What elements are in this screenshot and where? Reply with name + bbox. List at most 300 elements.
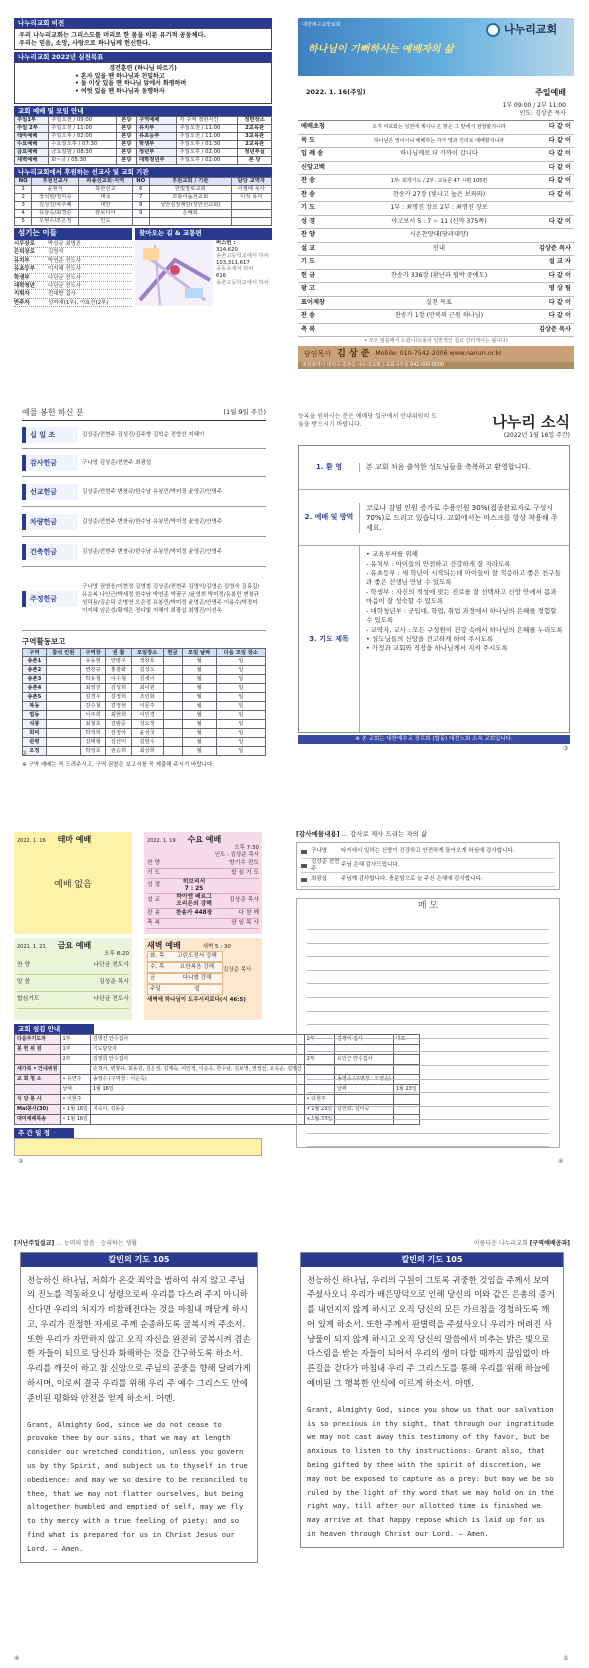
prayer-korean: 전능하신 하나님, 저희가 온갖 죄악을 범하여 쉬지 않고 주님의 진노를 격동하오니 성령으로써 우리를 다스려 주지 아니하신다면 우리의 처지가 비참해진다는 것을 마침내 깨닫게 하시고, 우리가 진정한 자세로 주께 순종하도록 굴복시켜 주소서. 또한 우리가 자만하지 않고 오직 자신을 완전히 굴복시켜 겸손한 자들이 되므로 당신과 화해하는 것을 간구하도록 하소서. 우리를 깨끗이 하고 참 신앙으로 주님의 공중을 향해 달려가게 하시며, 이로써 결국 우리를 위해 우리 주 예수 그리스도 안에 준비된 평화와 안전을 얻게 하소서. 아멘.: [27, 1274, 251, 1403]
offering-week: (1월 9일 주간): [223, 408, 266, 416]
dawn-topic: 고린도전서 강해: [177, 953, 217, 959]
order-item: 찬 송: [301, 177, 316, 185]
gift-sub: ... 감사로 제사 드리는 자의 삶: [341, 830, 428, 838]
gift-text: 타지에서 일하는 신랑이 건강하고 안전하게 돌아오게 하심에 감사합니다.: [341, 848, 515, 855]
order-content: 1부 : 최명진 장로 2부 : 최명진 장로: [390, 204, 488, 212]
order-of-service: [298, 120, 574, 337]
order-person: 다 같 이: [548, 177, 571, 185]
memo-line: [307, 1052, 549, 1066]
offering-list: [22, 421, 266, 631]
worship-cell: 본당: [116, 149, 136, 157]
mission-table: [14, 177, 272, 226]
order-row: [298, 135, 574, 149]
mission-cell: 태국: [79, 194, 132, 202]
dawn-day: 화, 목: [150, 953, 165, 959]
page-news: [298, 413, 570, 761]
address-bar: 대전광역시 대덕구 송촌동 나누리교회 | 교회사무실 042-000-0000: [298, 362, 574, 369]
fri-person: 김상준 목사: [99, 979, 129, 986]
worship-cell: 금요예배: [15, 149, 49, 157]
mission-head-cell: 후원교회 / 기관: [149, 178, 231, 186]
gift-row: [301, 845, 555, 859]
worship-cell: 주일오후 / 02:00: [177, 149, 238, 157]
wed-title: 수요 예배: [187, 835, 222, 844]
cell-cell: [163, 675, 182, 684]
staff-role: 유초등부: [14, 266, 35, 273]
pastor-label: 담임목사: [304, 349, 332, 358]
cell-cell: 박유철: [80, 675, 105, 684]
cell-cell: 송촌3: [23, 675, 47, 684]
cell-cell: 김성희: [106, 684, 131, 693]
news-item-key: 1. 환 영: [316, 463, 342, 472]
cell-cell: 일: [216, 720, 265, 729]
cover-banner: [298, 18, 574, 76]
worship-cell: 유초등부: [136, 133, 177, 141]
wed-row: [147, 879, 259, 894]
wed-time: 오후 7:30: [234, 845, 259, 851]
order-person: 다 같 이: [548, 163, 571, 171]
news-item: [299, 490, 569, 546]
cell-cell: [163, 684, 182, 693]
mission-head: [15, 178, 272, 186]
duty-cell: 날짜: [60, 1085, 90, 1095]
wed-person: 합 심 기 도: [231, 869, 259, 876]
duty-cell: 1부: [60, 1045, 90, 1055]
page-number: ④: [558, 1158, 564, 1165]
wed-row: [147, 869, 259, 879]
duty-cell: 송영수 (구역장 : 오영순): [335, 1075, 394, 1085]
goal-sub: 경건훈련 (하나님 따르기): [109, 65, 177, 72]
cell-cell: 이주희: [80, 711, 105, 720]
cell-cell: 성오정: [131, 720, 163, 729]
memo-line: [307, 1066, 549, 1080]
goal-header: 나누리교회 2022년 실천목표: [14, 52, 272, 62]
duty-cell: 다음주기도자: [15, 1035, 61, 1045]
worship-cell: 2교육관: [238, 141, 272, 149]
cover-slogan: 하나님이 기뻐하시는 예배자의 삶: [308, 44, 454, 55]
worship-row: [15, 125, 272, 133]
cell-cell: 복동: [23, 702, 47, 711]
cell-cell: [163, 657, 182, 666]
news-item: [299, 546, 569, 732]
duty-cell: 날짜: [335, 1085, 394, 1095]
cell-cell: 김경우: [80, 693, 105, 702]
cell-cell: [163, 729, 182, 738]
cell-cell: 최철호: [80, 720, 105, 729]
memo-line: [307, 1012, 549, 1026]
theme-body: 예배 없음: [54, 880, 92, 890]
cell-cell: 석봉: [23, 720, 47, 729]
cell-cell: 김선미: [106, 738, 131, 747]
duty-cell: 대표: [393, 1035, 419, 1045]
wed-item: 찬 송: [147, 909, 161, 916]
bus-line: 103,311,617: [216, 259, 250, 266]
staff-name: 나단균 전도사: [48, 282, 81, 289]
order-content: 야고보서 5 : 7 ~ 11 (신약 375쪽): [391, 217, 487, 225]
cell-cell: 최상희: [131, 747, 163, 756]
dawn-time: 새벽 5 : 30: [202, 944, 231, 950]
cell-cell: 유동현: [80, 657, 105, 666]
cell-cell: 최이원: [131, 684, 163, 693]
order-item: 찬 송: [301, 190, 316, 198]
order-person: 다 같 이: [548, 136, 571, 144]
gift-text: 주님 은혜 감사드립니다.: [341, 862, 400, 869]
worship-cell: 주일오후 / 02:00: [177, 157, 238, 165]
church-logo-icon: [486, 23, 500, 37]
wed-item: 찬 양: [147, 859, 161, 866]
cell-cell: [163, 666, 182, 675]
duty-cell: 김명진 안수집사: [90, 1035, 304, 1045]
news-box: [298, 445, 570, 733]
offering-row: [22, 449, 266, 477]
cell-cell: 일: [216, 738, 265, 747]
mission-cell: 모퉁이돌선교회: [149, 194, 231, 202]
cell-footnote: ※ 구역 예배는 꼭 드려주시고, 구역 권찰은 보고서를 꼭 제출해 주시기 바랍니다.: [22, 762, 215, 769]
memo-line: [307, 1134, 549, 1148]
cell-cell: [46, 720, 80, 729]
memo-line: [307, 1080, 549, 1094]
duty-cell: 식 당 봉 사: [15, 1095, 61, 1105]
cell-cell: [46, 666, 80, 675]
prayer-english: Grant, Almighty God, since you show us that our salvation is so precious in thy sight, that through our ingratitude we may not cast away this testimony of thy favor, but be anxious to listen to thy instructions: Grant also, that being gifted by thee with the spirit of discretion, we may not be exposed to capture as a prey: but may we be so ruled by the light of thy word that we may hold on in the right way, till after our allotted time is finished we may arrive at that happy repose which is laid up for us in heaven through Christ our Lord. — Amen.: [307, 1404, 554, 1539]
prayer-korean: 전능하신 하나님, 우리의 구원이 그토록 귀중한 것임을 주께서 보여주셨사오니 우리가 배은망덕으로 인해 당신의 이와 같은 은총의 증거를 내던지지 않게 하시고 오직 당신의 모든 가르침을 경청하도록 깨어 있게 하소서. 또한 주께서 판별력을 주셨사오니 우리가 버려진 사냥물이 되지 않게 하시고 오직 당신의 말씀에서 비추는 밝은 빛으로 다스림을 받는 자들이 되어서 우리의 생이 다할 때까지 끊임없이 바른길을 걷다가 마침내 우리 주 그리스도를 통해 우리를 위해 하늘에 예비된 그 행복한 안식에 이르게 하소서. 아멘.: [307, 1274, 555, 1389]
offering-type: 차량헌금: [22, 514, 78, 530]
staff-list: [14, 240, 132, 307]
order-content: 시온찬양대(당과대양): [409, 231, 469, 239]
cell-cell: 월: [182, 684, 216, 693]
offering-row: [22, 507, 266, 537]
staff-role: 유치부: [14, 257, 30, 264]
mission-cell: 2: [15, 194, 32, 202]
order-row: [298, 189, 574, 203]
cover-footer: [298, 346, 574, 362]
mission-cell: 4: [15, 210, 32, 218]
order-content: 찬송가 1장 (만복의 근원 하나님): [394, 312, 484, 320]
map-illustration: [135, 240, 213, 306]
duty-cell: 송영수 (구역장 : 이순옥): [90, 1075, 304, 1085]
wed-item: 설 교: [147, 897, 161, 904]
cell-cell: [46, 684, 80, 693]
order-content: 하나님은 영이시니 예배하는 자가 영과 진리로 예배할지니라: [373, 137, 505, 144]
cell-cell: [163, 711, 182, 720]
worship-cell: 본당: [116, 141, 136, 149]
service-date: 2022. 1. 16(주일): [306, 88, 366, 96]
prayer-title: 칼빈의 기도 105: [301, 1253, 563, 1267]
wed-rows: [147, 859, 259, 929]
duty-cell: Mal봉사(30): [15, 1105, 61, 1115]
cell-cell: 김성오: [131, 666, 163, 675]
gift-list: [296, 842, 560, 890]
mission-head-cell: 담당 교역자: [231, 178, 271, 186]
order-person: 다 같 이: [548, 298, 571, 306]
vision-box: 우리 나누리교회는 그리스도를 머리로 한 몸을 이룬 유기적 공동체다. 우리는 믿음, 소망, 사랑으로 하나님께 헌신한다.: [14, 28, 272, 50]
gift-bullet: [301, 850, 307, 854]
worship-cell: 테마예배: [15, 133, 49, 141]
duty-cell: 김영희 안수집사: [90, 1055, 304, 1065]
cell-cell: 월: [182, 711, 216, 720]
duty-cell: [15, 1055, 61, 1065]
goal-box: [14, 62, 272, 104]
order-row: [298, 243, 574, 257]
dawn-row: [147, 962, 223, 973]
dawn-verse: 새벽에 하나님이 도우시리로다(시 46:5): [147, 997, 246, 1003]
cell-cell: 이문주: [131, 702, 163, 711]
worship-cell: 주일오전 / 11:00: [49, 125, 117, 133]
dawn-row: [147, 951, 223, 962]
memo-line: [307, 971, 549, 985]
wed-item: 축 복: [147, 919, 161, 926]
cell-head-cell: 구역: [23, 649, 47, 657]
duty-cell: 1부: [60, 1035, 90, 1045]
cell-cell: 일: [216, 684, 265, 693]
wed-person: 김상준 목사: [229, 897, 259, 904]
wed-row: [147, 909, 259, 919]
cell-cell: 김수철: [80, 702, 105, 711]
memo-lines: [307, 916, 549, 1147]
order-person: 영 상 팀: [548, 285, 571, 293]
cell-cell: 월: [182, 738, 216, 747]
worship-cell: 정한장소: [238, 117, 272, 125]
mission-cell: [149, 218, 231, 226]
cell-cell: 이인경: [131, 711, 163, 720]
cell-cell: 송촌4: [23, 684, 47, 693]
news-item-text: • 교육부서를 위해 - 유치부 : 아이들의 안전하고 건강하게 잘 자라도록 - 유초등부 : 새 학년이 시작되는데 아이들이 잘 적응하고 좋은 친구들과 좋은 선생님 만날 수 있도록 - 학생부 : 자신의 적성에 맞는 진로를 잘 선택하고 신앙 안에서 몸과 마음이 잘 성숙할 수 있도록 - 대학청년부 : 군입대, 학업, 취업 과정에서 하나님의 은혜를 경험할 수 있도록 - 교역자, 교사 : 모든 구성원이 건강 속에서 하나님의 은혜를 누리도록 • 성도님들의 신앙을 견고하게 하여 주시도록 • 가정과 교회와 직장을 하나님께서 지켜 주시도록: [359, 546, 569, 732]
order-row: [298, 229, 574, 243]
staff-name: 박연준 전도사: [48, 257, 81, 264]
order-person: 다 같 이: [548, 190, 571, 198]
staff-row: [14, 290, 132, 298]
order-person: 다 같 이: [548, 217, 571, 225]
worship-cell: 본당: [116, 157, 136, 165]
news-item-key: 3. 기도 제목: [309, 634, 349, 643]
gift-row: [301, 859, 555, 873]
order-content: 찬송가 336장 (환난과 핍박 중에도): [390, 271, 488, 279]
order-row: [298, 216, 574, 230]
cell-cell: 월: [182, 666, 216, 675]
fri-worship-box: [14, 938, 132, 1020]
theme-worship-box: [14, 832, 132, 934]
bus-line: 중동초에서 하차: [216, 266, 254, 273]
worship-row: [15, 157, 272, 165]
cell-cell: 김범준: [106, 720, 131, 729]
church-sub: 대한예수교장로회: [302, 22, 341, 28]
duty-cell: 김정익 집사: [335, 1035, 394, 1045]
staff-row: [14, 274, 132, 282]
order-row: [298, 202, 574, 216]
cell-cell: 김태형: [80, 738, 105, 747]
goal-line: • 둘 이상 있을 땐 하나님 앞에서 화평하며: [75, 80, 187, 87]
cell-cell: 최현희: [106, 711, 131, 720]
cell-cell: 일: [216, 729, 265, 738]
cell-cell: 홍창화: [106, 666, 131, 675]
page-number: ①: [22, 750, 28, 757]
order-content: 인내: [433, 244, 445, 252]
staff-row: [14, 248, 132, 256]
news-intro: 등록을 원하시는 분은 예배당 입구에서 안내위원의 도움을 받으시기 바랍니다.: [298, 413, 437, 428]
staff-role: 반주자: [14, 299, 30, 306]
gift-bullet: [301, 878, 307, 882]
dawn-topic: 쉼: [194, 986, 200, 992]
duty-cell: 기도담당자: [90, 1045, 304, 1055]
mission-cell: 8: [132, 202, 149, 210]
cell-cell: [163, 747, 182, 756]
cell-cell: [46, 729, 80, 738]
staff-row: [14, 240, 132, 248]
memo-line: [307, 944, 549, 958]
offering-names: 김상준/전현주 김성진/김주향 김학순 전향선 지혜이: [82, 431, 205, 438]
order-person: 설 교 자: [548, 258, 571, 266]
mission-cell: 3: [15, 202, 32, 210]
weekly-schedule-title: 주 간 일 정: [14, 1128, 74, 1138]
memo-line: [307, 930, 549, 944]
prayer-tag: [지난주일설교]: [14, 1240, 55, 1247]
cell-cell: [46, 738, 80, 747]
duty-cell: 유인근 안수집사: [335, 1055, 394, 1065]
order-person: 다 같 이: [548, 150, 571, 158]
service-duty-title: 교회 섬김 안내: [14, 1024, 94, 1034]
wed-lead: 인도 : 김상준 목사: [214, 851, 259, 858]
mission-cell: 이석 목사: [231, 194, 271, 202]
mission-cell: [231, 210, 271, 218]
worship-cell: 주일오전 / 11:00: [177, 133, 238, 141]
fri-date: 2021. 1. 21: [17, 944, 46, 950]
cell-cell: [163, 693, 182, 702]
page-info: [14, 18, 272, 356]
page-prayer-right: [294, 1240, 570, 1655]
service-times: 1부 09:00 / 2부 11:00: [502, 102, 566, 109]
cell-cell: 김정희: [106, 693, 131, 702]
memo-title: 메 모: [417, 901, 439, 912]
mission-cell: 북한선교: [79, 186, 132, 194]
memo-line: [307, 1093, 549, 1107]
worship-cell: 수요예배: [15, 141, 49, 149]
offering-row: [22, 477, 266, 507]
order-row: [298, 297, 574, 311]
duty-cell: 봉 헌 위 원: [15, 1045, 61, 1055]
cell-head-cell: 권 찰: [106, 649, 131, 657]
cell-cell: 송촌5: [23, 693, 47, 702]
staff-row: [14, 257, 132, 265]
offering-row: [22, 567, 266, 631]
bus-line: 616: [216, 273, 227, 280]
offering-type: 십 일 조: [22, 427, 78, 443]
worship-cell: 대학청년부: [136, 157, 177, 165]
fri-item: 합심기도: [17, 996, 40, 1003]
cell-cell: 관평: [23, 738, 47, 747]
news-item-text: 코로나 감염 인원 증가로 수용인원 30%(접종완료자로 구성시 70%)로 드리고 있습니다. 교회에서는 마스크를 항상 착용해 주세요.: [359, 503, 569, 533]
wed-row: [147, 859, 259, 869]
fri-row: [17, 992, 129, 1009]
order-row: [298, 283, 574, 297]
goal-line: • 혼자 있을 땐 하나님과 친밀하고: [75, 72, 165, 80]
staff-role: 시무장로: [14, 241, 35, 247]
wed-person: 담 임 목 사: [231, 919, 259, 926]
cell-row: [23, 747, 266, 756]
map-panel: [135, 228, 272, 308]
worship-cell: 수요일오후 / 07:30: [49, 141, 117, 149]
gift-name: 김상준 전현주: [311, 858, 340, 872]
offering-names: 구나영 김상준/전현주 최광섭: [82, 459, 152, 466]
news-week: (2022년 1월 16일 주간): [503, 431, 570, 439]
cell-head-cell: 모임 날짜: [182, 649, 216, 657]
cell-cell: 일: [216, 675, 265, 684]
dawn-lead: 김상준 목사: [223, 967, 252, 973]
mission-cell: 윤현식: [32, 186, 79, 194]
worship-cell: 유치부: [136, 125, 177, 133]
bus-info: [213, 240, 272, 306]
staff-role: 대학청년: [14, 282, 35, 289]
duty-cell: 2부: [60, 1055, 90, 1065]
order-content: 실천 목표: [426, 298, 452, 306]
staff-name: 나단균 전도사: [48, 274, 81, 281]
duty-cell: • 이현주: [60, 1095, 90, 1105]
mission-row: [15, 210, 272, 218]
map-title: 찾아오는 길 & 교통편: [135, 228, 272, 240]
cell-row: [23, 657, 266, 666]
staff-row: [14, 265, 132, 273]
worship-cell: 주일오후 / 02:00: [49, 133, 117, 141]
gift-bullet: [301, 864, 307, 868]
duty-cell: 교 회 청 소: [15, 1075, 61, 1085]
order-row: [298, 310, 574, 324]
wed-row: [147, 894, 259, 909]
order-person: 다 같 이: [548, 312, 571, 320]
worship-header: 교회 예배 및 모임 안내: [14, 106, 272, 116]
cell-cell: 오정: [23, 747, 47, 756]
cover-notice: • 모든 말씀에서 드립니다(올라 일반적인 설교 인터게시는 됩니다): [364, 338, 508, 344]
dawn-topic: 요한복음 강해: [179, 964, 215, 970]
order-row: [298, 148, 574, 162]
memo-line: [307, 1107, 549, 1121]
cell-cell: [46, 702, 80, 711]
worship-cell: 3교육관: [238, 133, 272, 141]
offering-names: 김상준/전현주 변창규/한수남 유봉민/박미정 윤영곤/안명주: [82, 548, 223, 555]
offering-type: 건축헌금: [22, 544, 78, 560]
worship-row: [15, 141, 272, 149]
cell-cell: 박정호: [80, 747, 105, 756]
cell-title: 구역활동보고: [22, 637, 66, 646]
worship-cell: 새벽예배: [15, 157, 49, 165]
wed-date: 2022. 1. 19: [147, 838, 176, 844]
cell-head-cell: 구역장: [80, 649, 105, 657]
mission-cell: 장석현/정미숙: [32, 194, 79, 202]
staff-name: 성미애(1부), 이효선(2부): [48, 299, 109, 306]
cell-cell: [46, 693, 80, 702]
bus-line: 송촌고등학교에서 하차: [216, 253, 269, 260]
cell-cell: 일: [216, 666, 265, 675]
vision-header: 나누리교회 비전: [14, 18, 272, 28]
cell-row: [23, 684, 266, 693]
offering-names: 김상준/전현주 변창규/한수남 유봉민/박미정 윤영곤/안명주: [82, 488, 223, 495]
prayer-box: [20, 1252, 258, 1563]
page-number: ⑤: [563, 1655, 569, 1662]
staff-name: 박성규 최명진: [48, 241, 81, 247]
cell-cell: [46, 675, 80, 684]
service-leader: 인도: 김상준 목사: [519, 109, 566, 117]
cell-cell: 월: [182, 657, 216, 666]
worship-cell: 주일 2부: [15, 125, 49, 133]
mission-head-cell: 파송선교회·지역: [79, 178, 132, 186]
duty-cell: • 1월 23일: [304, 1115, 334, 1125]
mission-head-cell: NO: [132, 178, 149, 186]
order-item: 헌 금: [301, 271, 316, 279]
memo-line: [307, 916, 549, 930]
mission-cell: [231, 218, 271, 226]
duty-cell: • 1월 23일: [304, 1105, 334, 1115]
cell-cell: 정창호: [131, 657, 163, 666]
order-item: 표어제창: [301, 298, 325, 306]
worship-cell: 각 구역 정한시간: [177, 117, 238, 125]
worship-cell: 본당: [116, 125, 136, 133]
